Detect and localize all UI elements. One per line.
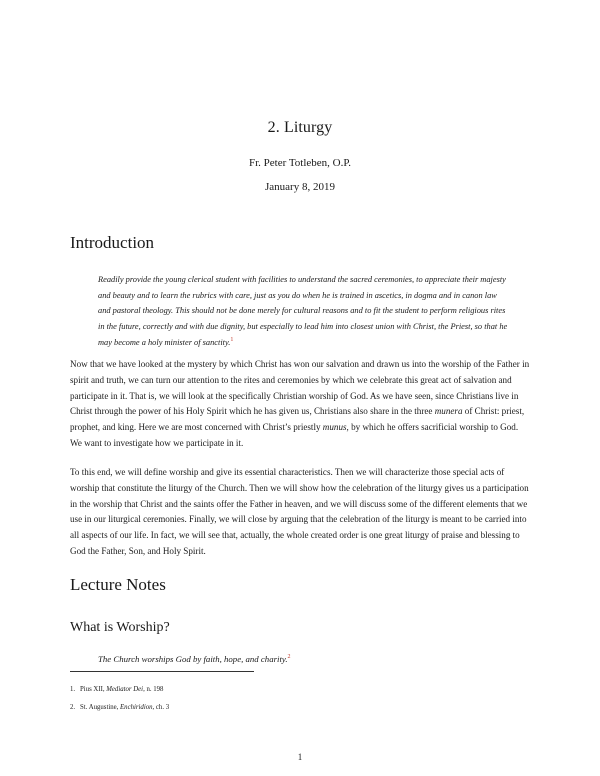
section-heading-lecture-notes: Lecture Notes [70, 575, 166, 594]
footnote-divider [70, 671, 254, 672]
footnote-work-title: Enchiridion [120, 704, 153, 711]
intro-quote-text: Readily provide the young clerical student with facilities to understand the sacred ceremonies, to appreciate their majesty and beauty and to learn the rubrics with care, just as you do when he is trained in ascetics, in dogma and in canon law and pastoral theology. This should not be done merely for cultural reasons and to fit the student to perform religious rites in the future, correctly and with due dignity, but especially to lead him into closest union with Christ, the Priest, so that he may become a holy minister of sanctity. [98, 275, 508, 347]
document-title: 2. Liturgy [267, 119, 333, 136]
document-author: Fr. Peter Totleben, O.P. [249, 157, 351, 169]
footnote-ref-1[interactable]: 1 [230, 337, 234, 344]
paragraph1-text-a: Now that we have looked at the mystery by which Christ has won our salvation and drawn us into the worship of the Father in spirit and truth, we can turn our attention to the rites and ceremonies by which we celebrate this great act of salvation and participate in it. That is, we will look at the specifically Christian worship of God. As we have seen, since Christians live in Christ through the power of his Holy Spirit which he has given us, Christians also share in the three [70, 359, 530, 417]
paragraph1-text-b: of Christ: priest, prophet, and king. Here we are most concerned with Christ’s priestly [70, 406, 525, 433]
worship-epigraph [98, 654, 291, 664]
page-number: 1 [297, 752, 303, 762]
term-munus: munus [322, 422, 347, 433]
document-date: January 8, 2019 [265, 181, 335, 193]
footnote-number: 2. [70, 704, 76, 711]
footnote-list [70, 681, 169, 717]
footnote-work-title: Mediator Dei [106, 686, 144, 693]
section-heading-introduction: Introduction [70, 233, 155, 252]
footnote-number: 1. [70, 686, 76, 693]
footnote-item [70, 681, 169, 699]
footnote-location: , ch. 3 [152, 704, 170, 711]
footnote-ref-2[interactable]: 2 [287, 654, 291, 661]
intro-paragraph-1 [70, 357, 531, 452]
footnote-item [70, 699, 169, 717]
epigraph-text: The Church worships God by faith, hope, and charity. [98, 654, 288, 664]
intro-paragraph-2: To this end, we will define worship and give its essential characteristics. Then we will characterize those special acts of worship that constitute the liturgy of the Church. Then we will show how the celebration of the liturgy gives us a participation in the worship that Christ and the saints offer the Father in heaven, and we will discuss some of the different elements that we use in our liturgical ceremonies. Finally, we will close by arguing that the celebration of the liturgy is meant to be carried into all aspects of our life. In fact, we will see that, actually, the whole created order is one great liturgy of praise and blessing to God the Father, Son, and Holy Spirit. [70, 467, 529, 556]
intro-quote [98, 272, 508, 351]
term-munera: munera [434, 406, 463, 417]
footnote-author: St. Augustine, [80, 704, 121, 711]
subsection-heading-what-is-worship: What is Worship? [70, 620, 170, 635]
footnote-location: , n. 198 [143, 686, 164, 693]
paragraph1-text-c: , by which he offers sacrificial worship to God. We want to investigate how we participate in it. [70, 422, 519, 448]
footnote-author: Pius XII, [80, 686, 107, 693]
